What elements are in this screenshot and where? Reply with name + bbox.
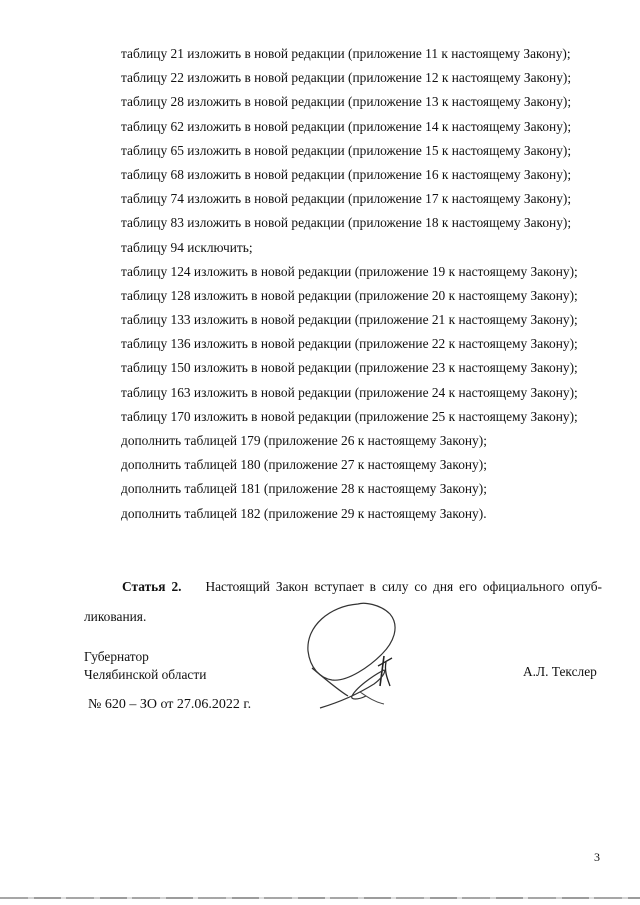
amendment-line: дополнить таблицей 179 (приложение 26 к настоящему Закону); <box>121 433 487 448</box>
amendment-line: дополнить таблицей 182 (приложение 29 к настоящему Закону). <box>121 505 487 521</box>
amendment-line: таблицу 83 изложить в новой редакции (приложение 18 к настоящему Закону); <box>121 215 572 231</box>
amendment-line: таблицу 150 изложить в новой редакции (приложение 23 к настоящему Закону); <box>121 360 578 376</box>
amendment-line: дополнить таблицей 181 (приложение 28 к настоящему Закону); <box>121 481 487 497</box>
amendment-line: таблицу 22 изложить в новой редакции (приложение 12 к настоящему Закону); <box>121 70 572 86</box>
amendment-line: таблицу 133 изложить в новой редакции (приложение 21 к настоящему Закону); <box>121 312 578 328</box>
page-number: 3 <box>594 850 600 864</box>
amendment-line: таблицу 65 изложить в новой редакции (приложение 15 к настоящему Закону); <box>121 142 572 158</box>
scan-edge-line <box>0 897 640 899</box>
amendment-line: таблицу 28 изложить в новой редакции (приложение 13 к настоящему Закону); <box>121 94 572 110</box>
signatory-name: А.Л. Текслер <box>523 664 597 679</box>
amendment-line: таблицу 74 изложить в новой редакции (приложение 17 к настоящему Закону); <box>121 191 572 207</box>
amendment-line: таблицу 21 изложить в новой редакции (приложение 11 к настоящему Закону); <box>121 46 571 61</box>
article-text-line1: Настоящий Закон вступает в силу со дня его официального опуб- <box>205 579 602 594</box>
handwritten-signature <box>300 596 415 716</box>
amendment-line: дополнить таблицей 180 (приложение 27 к настоящему Закону); <box>121 457 487 473</box>
amendment-line: таблицу 94 исключить; <box>121 239 253 255</box>
signatory-title-line1: Губернатор <box>84 649 149 664</box>
article-heading: Статья 2. <box>122 579 182 594</box>
amendment-line: таблицу 170 изложить в новой редакции (приложение 25 к настоящему Закону); <box>121 408 578 424</box>
amendment-list <box>121 42 621 526</box>
amendment-line: таблицу 68 изложить в новой редакции (приложение 16 к настоящему Закону); <box>121 166 572 182</box>
amendment-line: таблицу 62 изложить в новой редакции (приложение 14 к настоящему Закону); <box>121 118 572 134</box>
signatory-title-line2: Челябинской области <box>84 667 207 682</box>
signatory-title <box>84 648 206 684</box>
amendment-line: таблицу 136 изложить в новой редакции (приложение 22 к настоящему Закону); <box>121 336 578 352</box>
amendment-line: таблицу 128 изложить в новой редакции (приложение 20 к настоящему Закону); <box>121 287 578 303</box>
article-text-line2: ликования. <box>84 609 147 624</box>
amendment-line: таблицу 163 изложить в новой редакции (приложение 24 к настоящему Закону); <box>121 384 578 400</box>
amendment-line: таблицу 124 изложить в новой редакции (приложение 19 к настоящему Закону); <box>121 263 578 279</box>
law-number: № 620 – ЗО от 27.06.2022 г. <box>88 697 252 712</box>
